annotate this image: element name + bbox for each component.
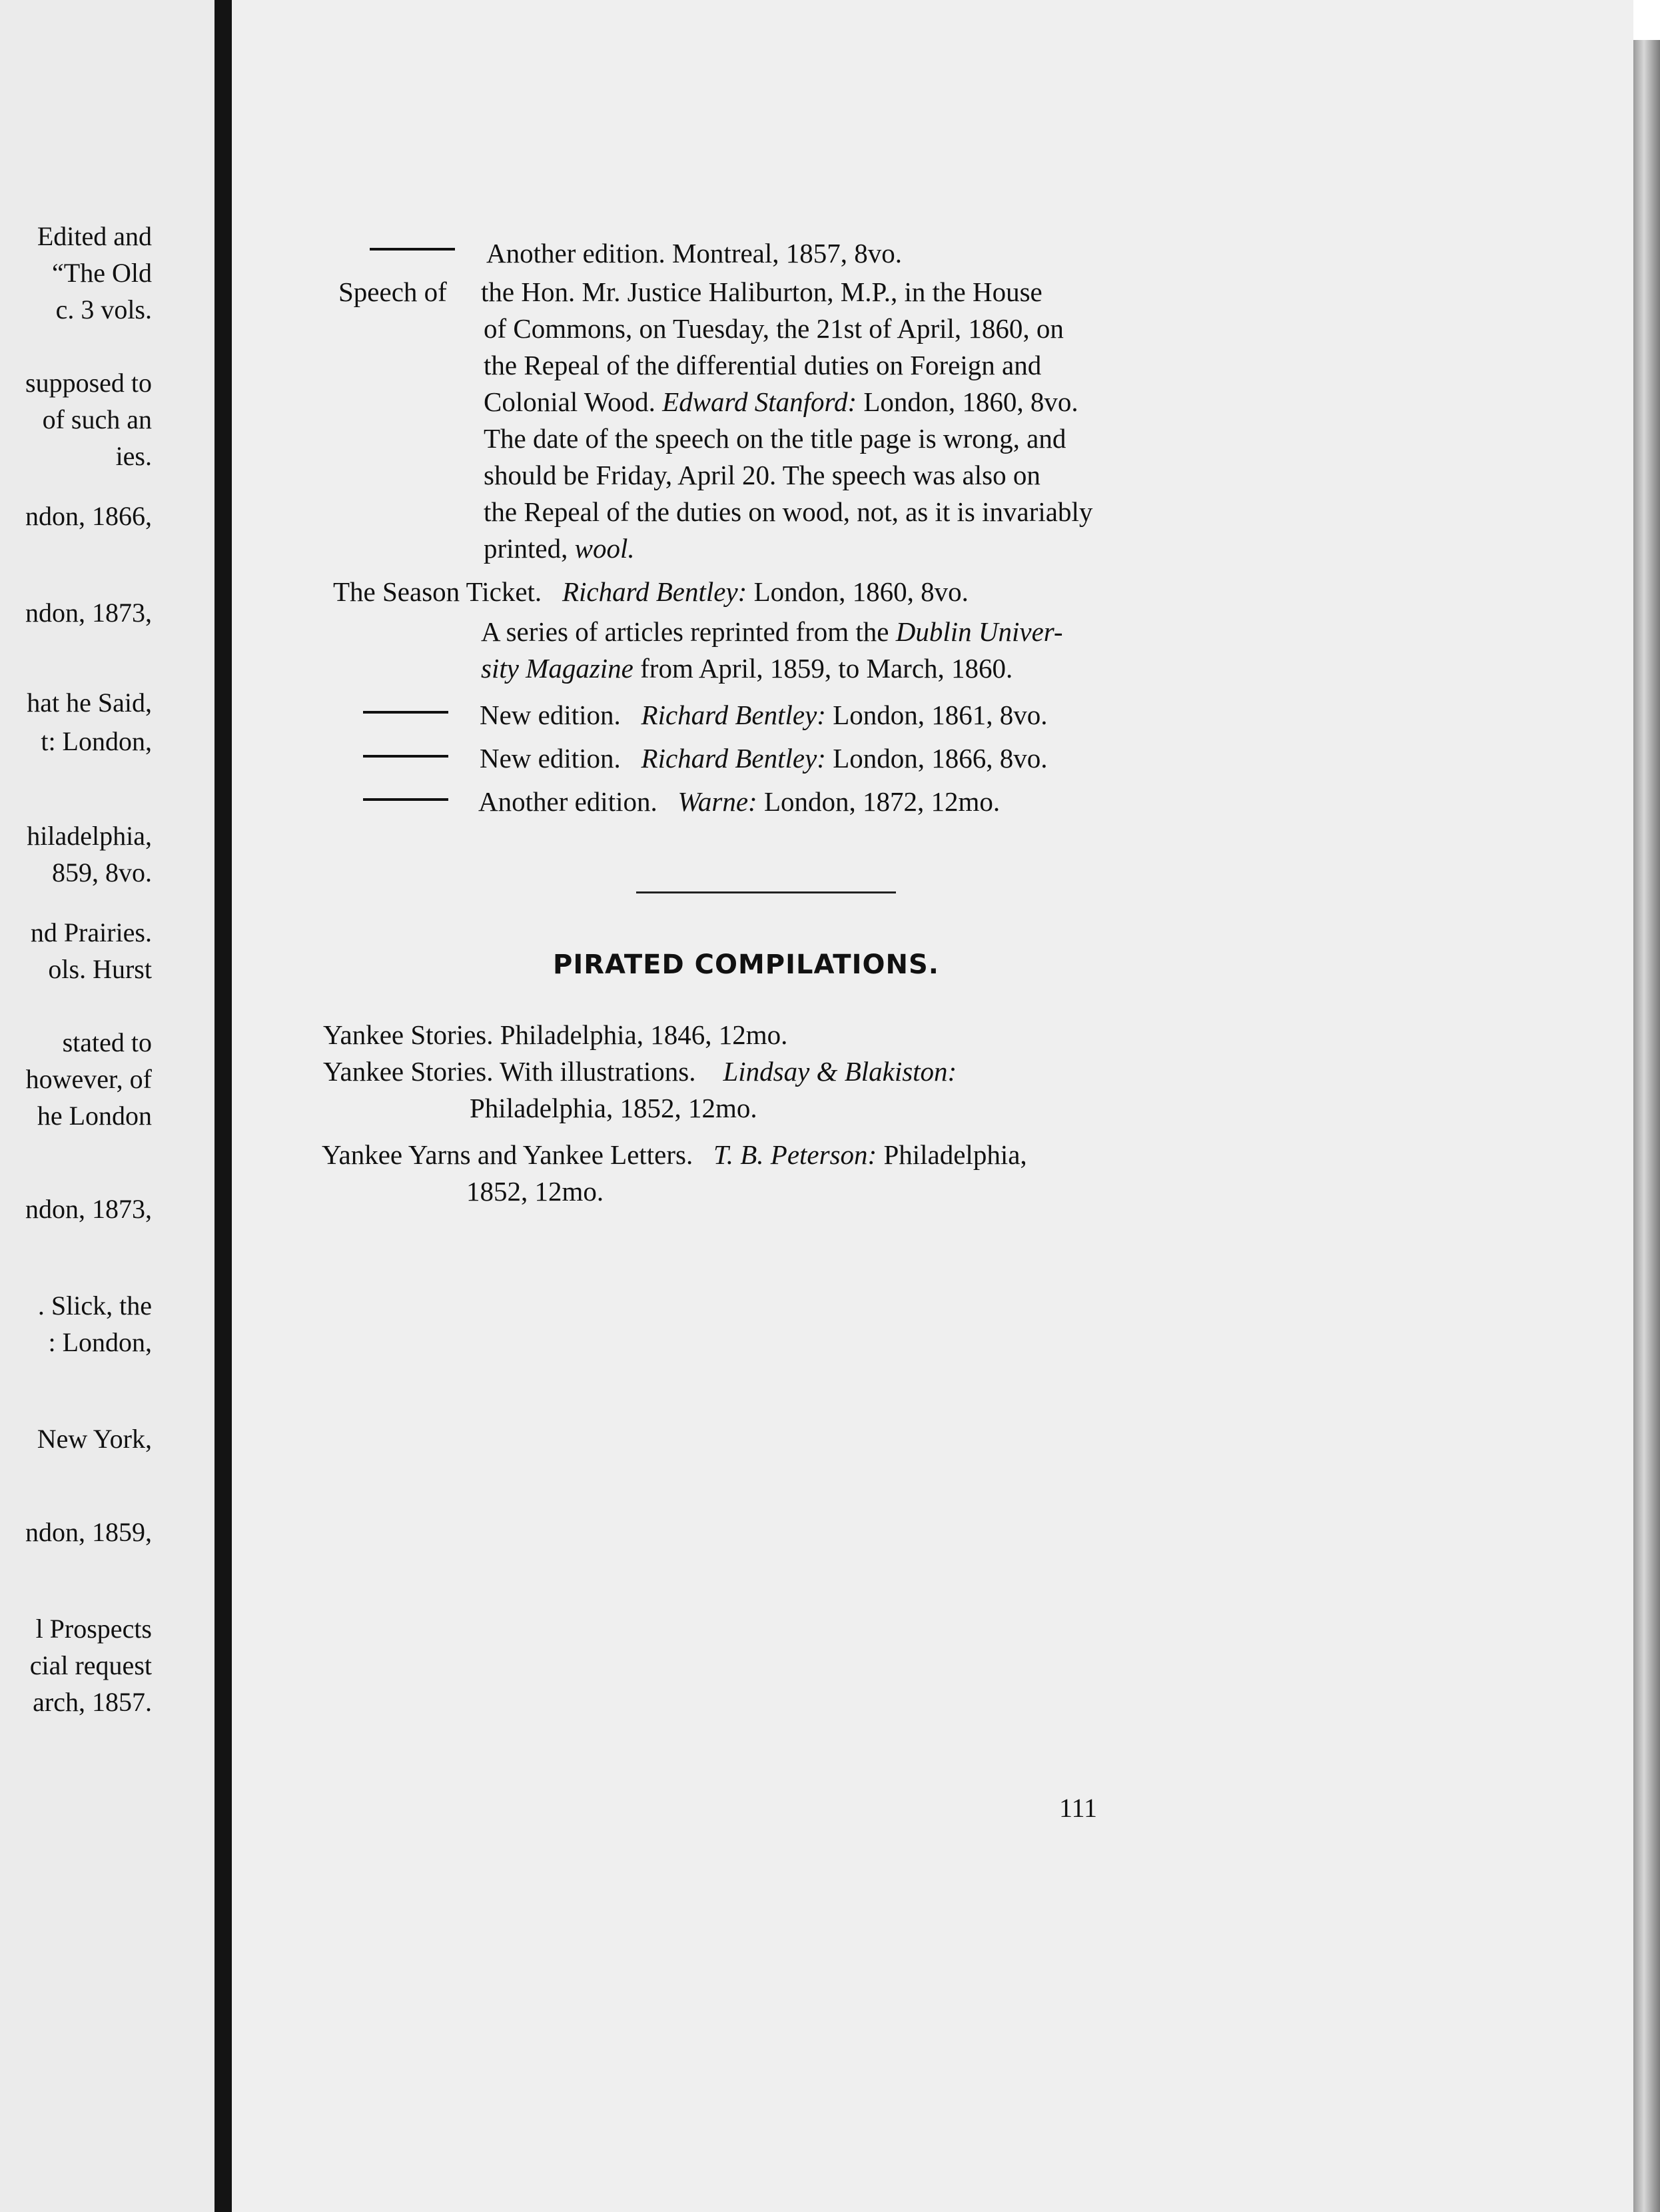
speech-line: the Hon. Mr. Justice Haliburton, M.P., in the House xyxy=(481,276,1042,307)
book-title: The Season Ticket. xyxy=(333,576,542,607)
left-fragment: 859, 8vo. xyxy=(52,857,152,887)
publisher-name: T. B. Peterson: xyxy=(713,1139,877,1170)
speech-note: should be Friday, April 20. The speech was also on xyxy=(484,460,1040,490)
left-fragment: he London xyxy=(37,1101,152,1131)
ditto-dash xyxy=(363,711,448,714)
section-divider xyxy=(636,891,896,893)
publisher-name: Richard Bentley: xyxy=(562,576,747,607)
left-fragment: ndon, 1873, xyxy=(25,1194,152,1224)
left-fragment: however, of xyxy=(25,1064,152,1094)
imprint: London, 1860, 8vo. xyxy=(753,576,969,607)
season-ticket-note: A series of articles reprinted from the Dublin Univer- xyxy=(481,616,1063,647)
speech-lead: Speech of xyxy=(338,276,447,307)
speech-title-end: Colonial Wood. xyxy=(484,386,655,417)
page-number: 111 xyxy=(1059,1793,1098,1823)
imprint: London, 1861, 8vo. xyxy=(833,700,1048,730)
speech-line xyxy=(484,383,1078,420)
publisher-name: Richard Bentley: xyxy=(641,700,826,730)
publisher-name: Warne: xyxy=(677,786,757,817)
imprint: London, 1872, 12mo. xyxy=(763,786,1001,817)
pirated-entry: Yankee Stories. Philadelphia, 1846, 12mo. xyxy=(323,1019,788,1050)
italic-word: wool. xyxy=(574,533,635,564)
left-fragment: ies. xyxy=(115,441,152,471)
section-heading: PIRATED COMPILATIONS. xyxy=(553,949,939,980)
imprint: London, 1860, 8vo. xyxy=(863,386,1078,417)
left-fragment: t: London, xyxy=(41,726,152,756)
left-fragment: : London, xyxy=(48,1327,152,1357)
pirated-entry-imprint: 1852, 12mo. xyxy=(466,1176,604,1207)
speech-note: printed, wool. xyxy=(484,533,635,564)
entry-another-montreal: Another edition. Montreal, 1857, 8vo. xyxy=(486,238,903,269)
pirated-entry: Yankee Yarns and Yankee Letters. T. B. Peterson: Philadelphia, xyxy=(322,1139,1027,1170)
ditto-dash xyxy=(370,248,455,251)
left-fragment: arch, 1857. xyxy=(33,1687,152,1717)
left-fragment: of such an xyxy=(42,404,152,434)
left-fragment: ndon, 1873, xyxy=(25,598,152,628)
edition-entry: New edition. Richard Bentley: London, 1861, 8vo. xyxy=(480,700,1048,730)
left-fragment: supposed to xyxy=(25,368,152,398)
left-fragment: “The Old xyxy=(52,258,152,288)
speech-note: The date of the speech on the title page is wrong, and xyxy=(484,423,1066,454)
left-fragment: cial request xyxy=(29,1650,152,1680)
publisher-name: Edward Stanford: xyxy=(662,386,857,417)
edition-entry: Another edition. Warne: London, 1872, 12mo. xyxy=(478,786,1001,817)
left-fragment: . Slick, the xyxy=(37,1291,152,1321)
left-fragment: ols. Hurst xyxy=(48,954,152,984)
left-fragment: stated to xyxy=(62,1027,152,1057)
left-page xyxy=(0,0,214,2212)
imprint: London, 1866, 8vo. xyxy=(833,743,1048,774)
book-gutter xyxy=(214,0,232,2212)
left-fragment: New York, xyxy=(37,1424,152,1454)
left-fragment: hiladelphia, xyxy=(27,821,152,851)
left-fragment: ndon, 1866, xyxy=(25,501,152,531)
page-edge-shadow xyxy=(1633,40,1660,2212)
ditto-dash xyxy=(363,798,448,801)
ditto-dash xyxy=(363,755,448,758)
left-fragment: Edited and xyxy=(37,221,152,251)
pirated-entry-imprint: Philadelphia, 1852, 12mo. xyxy=(470,1093,757,1123)
left-fragment: c. 3 vols. xyxy=(55,294,152,324)
speech-note: the Repeal of the duties on wood, not, as it is invariably xyxy=(484,496,1093,527)
season-ticket-note: sity Magazine from April, 1859, to March, 1860. xyxy=(481,653,1013,684)
left-fragment: nd Prairies. xyxy=(30,917,152,947)
season-ticket-entry xyxy=(333,573,969,610)
speech-line: the Repeal of the differential duties on Foreign and xyxy=(484,350,1042,380)
publisher-name: Richard Bentley: xyxy=(641,743,826,774)
publisher-name: Lindsay & Blakiston: xyxy=(723,1056,957,1087)
left-fragment: ndon, 1859, xyxy=(25,1517,152,1547)
left-fragment: l Prospects xyxy=(35,1614,152,1644)
pirated-entry: Yankee Stories. With illustrations. Lindsay & Blakiston: xyxy=(323,1056,957,1087)
left-fragment: hat he Said, xyxy=(27,688,152,718)
speech-line: of Commons, on Tuesday, the 21st of April, 1860, on xyxy=(484,313,1064,344)
edition-entry: New edition. Richard Bentley: London, 1866, 8vo. xyxy=(480,743,1048,774)
